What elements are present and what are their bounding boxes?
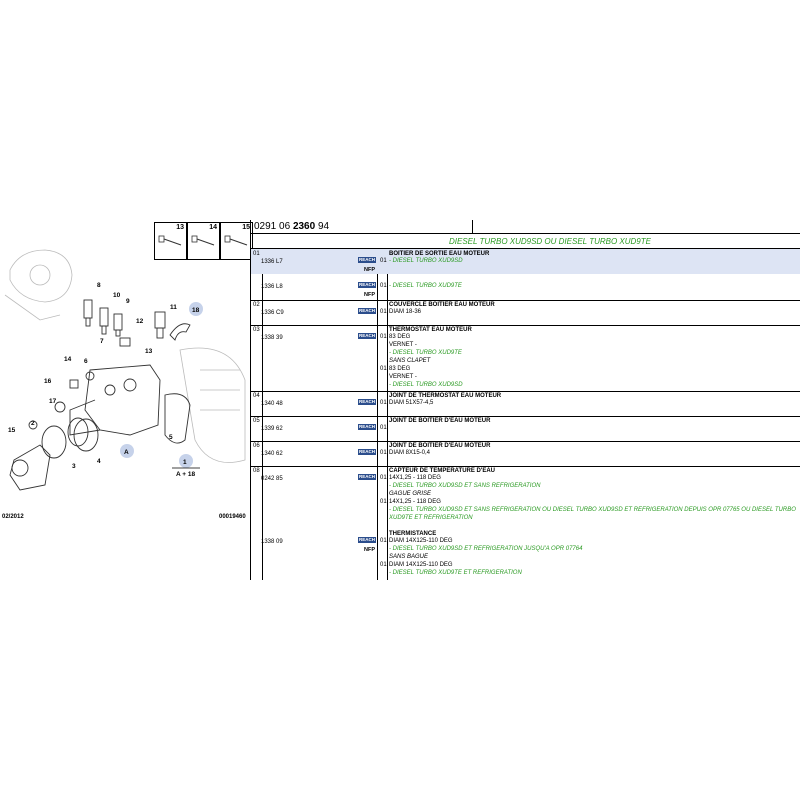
callout-2: 2 <box>31 420 35 427</box>
part-detail: SANS BAGUE <box>389 554 429 560</box>
callout-7: 7 <box>100 338 104 345</box>
table-row[interactable] <box>251 391 800 416</box>
reach-badge: REACH <box>358 257 375 262</box>
callout-5: 5 <box>169 434 173 441</box>
diagram-date: 02/2012 <box>2 514 24 520</box>
table-row[interactable] <box>251 441 800 466</box>
quantity: 01 <box>380 400 387 406</box>
thumb-13[interactable] <box>154 222 187 260</box>
reach-badge: REACH <box>358 399 375 404</box>
part-detail: - DIESEL TURBO XUD9SD <box>389 258 463 264</box>
table-row[interactable] <box>251 274 800 300</box>
row-group-number: 08 <box>253 468 260 474</box>
quantity: 01 <box>380 283 387 289</box>
part-detail: GAGUE GRISE <box>389 491 432 497</box>
callout-1: 1 <box>183 459 187 466</box>
thumb-15[interactable] <box>220 222 253 260</box>
section-title: DIESEL TURBO XUD9SD OU DIESEL TURBO XUD9TE <box>449 237 651 246</box>
part-title: THERMISTANCE <box>389 531 437 537</box>
nfp-label: NFP <box>364 267 375 273</box>
thumb-label: 14 <box>209 224 217 231</box>
table-row[interactable] <box>251 300 800 325</box>
reach-badge: REACH <box>358 424 375 429</box>
nfp-label: NFP <box>364 547 375 553</box>
callout-8: 8 <box>97 282 101 289</box>
part-detail: DIAM 14X125-110 DEG <box>389 538 453 544</box>
quantity: 01 <box>380 562 387 568</box>
table-row[interactable] <box>251 416 800 441</box>
part-reference: 1338 09 <box>261 539 283 545</box>
reach-badge: REACH <box>358 308 375 313</box>
callout-6: 6 <box>84 358 88 365</box>
callout-9: 9 <box>126 298 130 305</box>
part-title: THERMOSTAT EAU MOTEUR <box>389 327 472 333</box>
part-detail: - DIESEL TURBO XUD9SD ET REFRIGERATION JUSQU'A OPR 07764 <box>389 546 583 552</box>
part-detail: - DIESEL TURBO XUD9TE ET REFRIGERATION <box>389 570 522 576</box>
part-detail: 83 DEG <box>389 334 411 340</box>
quantity: 01 <box>380 334 387 340</box>
table-row[interactable] <box>251 325 800 391</box>
part-reference: 1336 C9 <box>261 310 284 316</box>
row-group-number: 02 <box>253 302 260 308</box>
catalog-reference: 0291 06 2360 94 <box>254 221 330 232</box>
reach-badge: REACH <box>358 449 375 454</box>
callout-10: 10 <box>113 292 121 299</box>
table-row[interactable] <box>251 466 800 529</box>
callout-A: A <box>124 449 129 456</box>
part-reference: 1340 62 <box>261 451 283 457</box>
row-group-number: 06 <box>253 443 260 449</box>
part-detail: - DIESEL TURBO XUD9SD <box>389 382 463 388</box>
callout-14: 14 <box>64 356 72 363</box>
quantity: 01 <box>380 258 387 264</box>
row-group-number: 05 <box>253 418 260 424</box>
table-row[interactable] <box>251 529 800 580</box>
callout-4: 4 <box>97 458 101 465</box>
part-reference: 1339 62 <box>261 426 283 432</box>
part-detail: - DIESEL TURBO XUD9TE <box>389 350 462 356</box>
callout-3: 3 <box>72 463 76 470</box>
quantity: 01 <box>380 475 387 481</box>
part-detail: DIAM 8X15-0,4 <box>389 450 431 456</box>
nfp-label: NFP <box>364 292 375 298</box>
part-detail: - DIESEL TURBO XUD9TE <box>389 283 462 289</box>
part-detail: VERNET - <box>389 342 417 348</box>
quantity: 01 <box>380 366 387 372</box>
part-reference: 0242 85 <box>261 476 283 482</box>
reach-badge: REACH <box>358 282 375 287</box>
row-group-number: 03 <box>253 327 260 333</box>
part-detail: 14X1,25 - 118 DEG <box>389 499 441 505</box>
quantity: 01 <box>380 499 387 505</box>
fastener-thumbs <box>154 222 250 260</box>
quantity: 01 <box>380 425 387 431</box>
part-reference: 1340 48 <box>261 401 283 407</box>
reach-badge: REACH <box>358 333 375 338</box>
part-title: BOITIER DE SORTIE EAU MOTEUR <box>389 251 490 257</box>
group-label: A + 18 <box>176 471 196 478</box>
callout-11: 11 <box>170 304 177 311</box>
thumb-label: 15 <box>242 224 250 231</box>
callout-13: 13 <box>145 348 153 355</box>
part-title: COUVERCLE BOITIER EAU MOTEUR <box>389 302 495 308</box>
quantity: 01 <box>380 309 387 315</box>
part-title: CAPTEUR DE TEMPERATURE D'EAU <box>389 468 495 474</box>
part-reference: 1338 39 <box>261 335 283 341</box>
reach-badge: REACH <box>358 474 375 479</box>
quantity: 01 <box>380 538 387 544</box>
part-title: JOINT DE BOITIER D'EAU MOTEUR <box>389 443 491 449</box>
part-reference: 1336 L7 <box>261 259 283 265</box>
exploded-parts-diagram <box>0 220 250 540</box>
callout-16: 16 <box>44 378 52 385</box>
row-group-number: 01 <box>253 251 260 257</box>
quantity: 01 <box>380 450 387 456</box>
row-group-number: 04 <box>253 393 260 399</box>
part-detail: SANS CLAPET <box>389 358 431 364</box>
callout-15: 15 <box>8 427 16 434</box>
part-detail: - DIESEL TURBO XUD9SD ET SANS REFRIGERATION OU DIESEL TURBO XUD9SD ET REFRIGERATION DEPUIS OPR 07765 OU DIESEL TURBO <box>389 507 796 513</box>
part-detail: XUD9TE ET REFRIGERATION <box>389 515 473 521</box>
part-detail: DIAM 18-36 <box>389 309 422 315</box>
part-detail: DIAM 14X125-110 DEG <box>389 562 453 568</box>
table-row[interactable] <box>251 249 800 274</box>
callout-17: 17 <box>49 398 57 405</box>
part-reference: 1336 L8 <box>261 284 283 290</box>
part-detail: VERNET - <box>389 374 417 380</box>
part-title: JOINT DE BOITIER D'EAU MOTEUR <box>389 418 491 424</box>
diagram-ref: 00019460 <box>219 514 246 520</box>
part-title: JOINT DE THERMOSTAT EAU MOTEUR <box>389 393 502 399</box>
thumb-label: 13 <box>176 224 184 231</box>
reach-badge: REACH <box>358 537 375 542</box>
part-detail: 14X1,25 - 118 DEG <box>389 475 441 481</box>
callout-18: 18 <box>192 307 200 314</box>
part-detail: 83 DEG <box>389 366 411 372</box>
part-detail: DIAM 51X57-4,5 <box>389 400 434 406</box>
thumb-14[interactable] <box>187 222 220 260</box>
callout-12: 12 <box>136 318 144 325</box>
part-detail: - DIESEL TURBO XUD9SD ET SANS REFRIGERATION <box>389 483 541 489</box>
